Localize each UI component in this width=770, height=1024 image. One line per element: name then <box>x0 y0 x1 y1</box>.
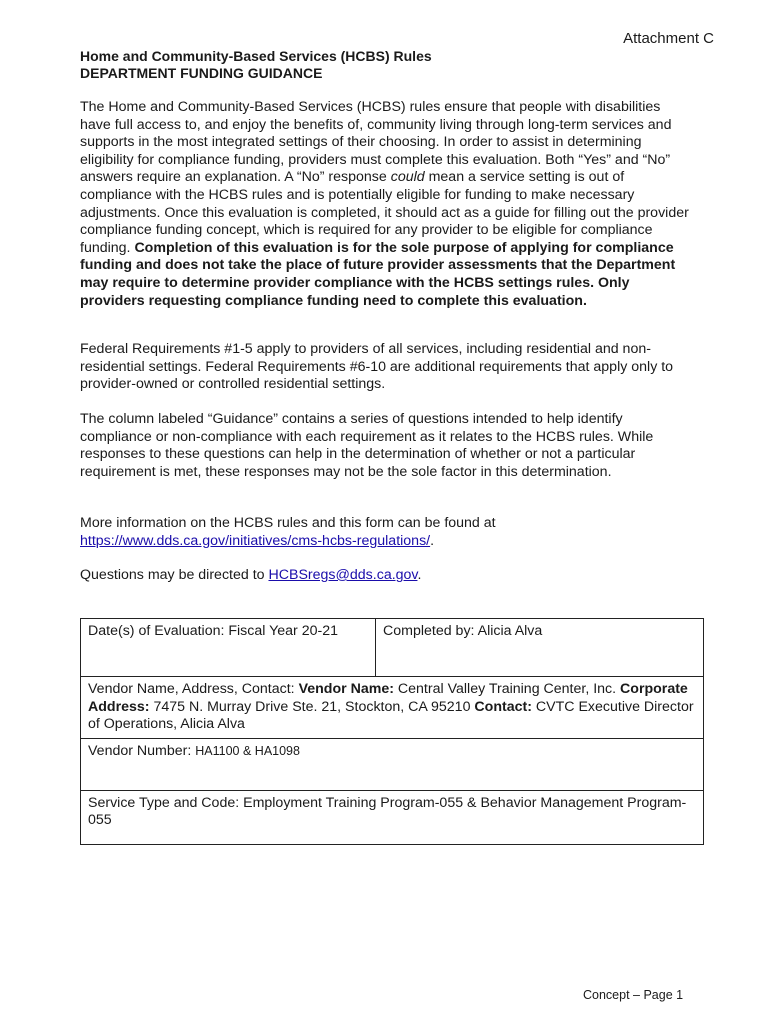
vendor-details-cell <box>81 677 704 739</box>
hcbs-regulations-link[interactable]: https://www.dds.ca.gov/initiatives/cms-hcbs-regulations/ <box>80 532 431 549</box>
questions-paragraph <box>80 567 690 585</box>
intro-italic: could <box>390 169 425 186</box>
service-type-cell: Service Type and Code: Employment Training Program-055 & Behavior Management Program-055 <box>81 790 704 844</box>
intro-text-a: The Home and Community-Based Services (HCBS) rules ensure that people with disabilities have full access to, and enjoy the benefits of, community living through long-term services and supports in the most integrated settings of their choosing. In order to assist in determining eligibility for compliance funding, providers must complete this evaluation. Both “Yes” and “No” answers require an explanation. A “No” response <box>80 99 672 186</box>
intro-bold-statement: Completion of this evaluation is for the sole purpose of applying for compliance funding and does not take the place of future provider assessments that the Department may require to determine provider compliance with the HCBS settings rules. Only providers requesting compliance funding need to complete this evaluation. <box>80 239 676 309</box>
more-info-paragraph <box>80 515 690 550</box>
corporate-address: 7475 N. Murray Drive Ste. 21, Stockton, CA 95210 <box>149 698 475 715</box>
completed-by-cell: Completed by: Alicia Alva <box>376 619 704 677</box>
title-line-2: DEPARTMENT FUNDING GUIDANCE <box>80 65 323 81</box>
vendor-number-label: Vendor Number: <box>88 742 196 759</box>
vendor-info-table <box>80 618 704 845</box>
vendor-prefix: Vendor Name, Address, Contact: <box>88 681 299 697</box>
guidance-paragraph: The column labeled “Guidance” contains a series of questions intended to help identify compliance or non-compliance with each requirement as it relates to the HCBS rules. While responses to these questions can help in the determination of whether or not a particular requirement is met, these responses may not be the sole factor in this determination. <box>80 411 654 480</box>
questions-period: . <box>417 567 422 583</box>
attachment-label: Attachment C <box>623 30 714 47</box>
vendor-name: Central Valley Training Center, Inc. <box>393 681 621 697</box>
intro-text-b: mean a service setting is out of compliance with the HCBS rules and is potentially eligible for funding to make necessary adjustments. Once this evaluation is completed, it should act as a guide for filling out the provider compliance funding concept, which is required for any provider to be eligible for compliance funding. <box>80 169 689 256</box>
contact-label: Contact: <box>474 698 532 715</box>
intro-paragraph <box>80 99 690 310</box>
more-info-period: . <box>430 532 435 549</box>
vendor-number: HA1100 & HA1098 <box>195 743 300 758</box>
hcbs-email-link[interactable]: HCBSregs@dds.ca.gov <box>268 567 418 583</box>
evaluation-dates-cell: Date(s) of Evaluation: Fiscal Year 20-21 <box>81 619 376 677</box>
vendor-name-label: Vendor Name: <box>298 681 394 697</box>
page-footer: Concept – Page 1 <box>583 988 684 1002</box>
questions-text: Questions may be directed to <box>80 567 269 583</box>
more-info-text: More information on the HCBS rules and this form can be found at <box>80 515 496 531</box>
corporate-address-label: Corporate Address: <box>88 681 688 715</box>
federal-requirements-paragraph: Federal Requirements #1-5 apply to providers of all services, including residential and non-residential settings. Federal Requirements #6-10 are additional requirements that apply only to provider-owned or controlled residential settings. <box>80 341 674 393</box>
title-line-1: Home and Community-Based Services (HCBS) Rules <box>80 48 432 64</box>
contact-value: CVTC Executive Director of Operations, Alicia Alva <box>88 698 694 733</box>
document-title <box>80 48 432 82</box>
vendor-number-cell <box>81 738 704 790</box>
